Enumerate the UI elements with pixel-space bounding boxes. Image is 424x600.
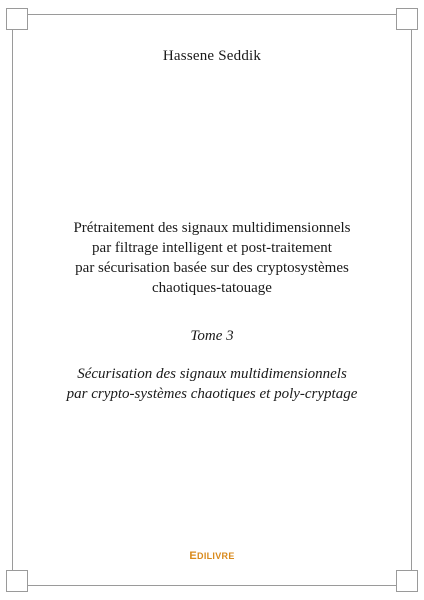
corner-ornament-bottom-left — [6, 570, 28, 592]
corner-ornament-top-right — [396, 8, 418, 30]
author-name: Hassene Seddik — [162, 48, 262, 64]
frame-bottom-line — [42, 585, 382, 586]
book-title — [30, 218, 394, 298]
subtitle-line: Sécurisation des signaux multidimensionnels — [77, 366, 347, 382]
title-line: par filtrage intelligent et post-traitement — [92, 240, 332, 256]
corner-connector — [382, 14, 396, 15]
title-line: par sécurisation basée sur des cryptosystèmes — [75, 260, 349, 276]
corner-connector — [411, 30, 412, 44]
corner-connector — [28, 14, 42, 15]
corner-connector — [382, 585, 396, 586]
frame-right-line — [411, 44, 412, 556]
publisher-initial: E — [189, 550, 198, 562]
subtitle-line: par crypto-systèmes chaotiques et poly-cryptage — [66, 386, 358, 402]
corner-connector — [28, 585, 42, 586]
title-line: chaotiques-tatouage — [152, 280, 272, 296]
page-frame — [12, 14, 412, 586]
publisher-rest: DILIVRE — [197, 551, 235, 561]
frame-left-line — [12, 44, 13, 556]
corner-connector — [12, 30, 13, 44]
corner-ornament-top-left — [6, 8, 28, 30]
corner-ornament-bottom-right — [396, 570, 418, 592]
tome-label: Tome 3 — [190, 328, 234, 344]
publisher-logo — [0, 550, 424, 562]
book-subtitle — [30, 364, 394, 404]
title-line: Prétraitement des signaux multidimensionnels — [73, 220, 351, 236]
frame-top-line — [42, 14, 382, 15]
